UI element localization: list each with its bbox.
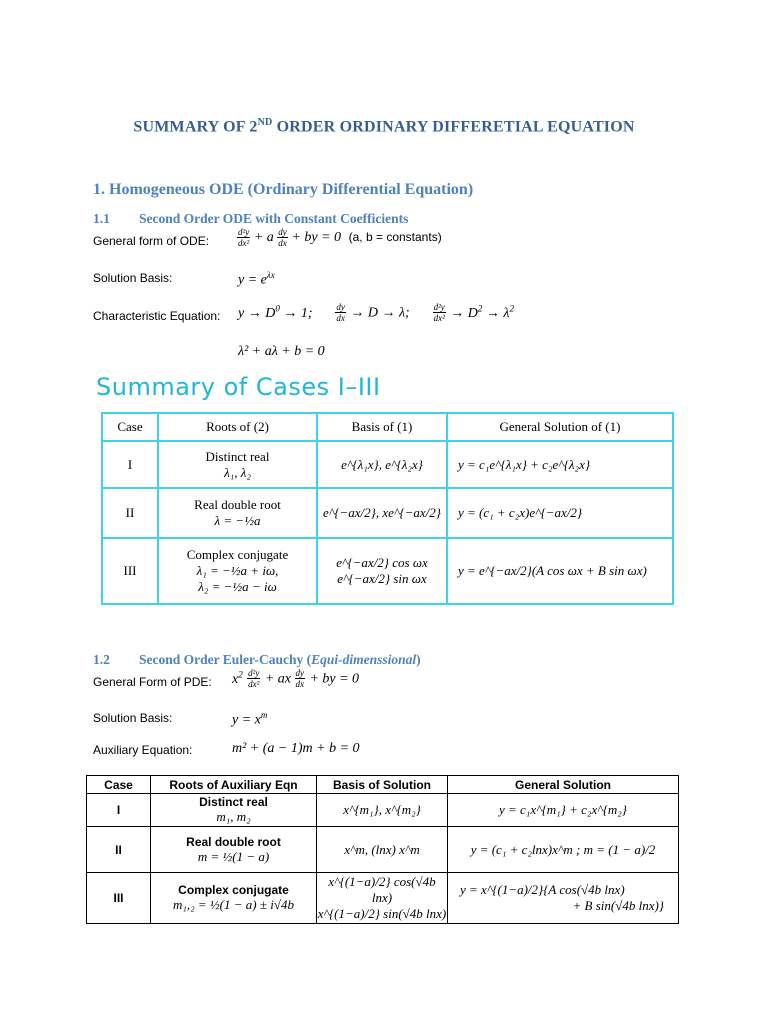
table-row: II Real double root λ = −½a e^{−ax/2}, xe^{−ax/2} y = (c₁ + c₂x)e^{−ax/2} (102, 488, 673, 538)
cases-table-title: Summary of Cases I–III (96, 373, 381, 401)
page-title: SUMMARY OF 2ND ORDER ORDINARY DIFFERETIAL EQUATION (133, 117, 635, 136)
characteristic-equation: $y \to D^0 \to 1$; $\frac{dy}{dx}$ → D → λ; $\frac{\text{d²y}}{\text{dx²}}$ → $D^2 \to \lambda^2$ (238, 302, 514, 323)
table-header: Case (87, 776, 151, 794)
section-heading-1: 1. Homogeneous ODE (Ordinary Differential Equation) (93, 181, 474, 198)
characteristic-polynomial: λ² + aλ + b = 0 (238, 344, 325, 359)
table-header: General Solution of (1) (447, 413, 673, 441)
table-row: III Complex conjugate m₁,₂ = ½(1 − a) ± i√4b x^{(1−a)/2} cos(√4b lnx) x^{(1−a)/2} sin(√4b lnx) y = x^{(1−a)/2}{A cos(√4b lnx) + B sin(√4b lnx)} (87, 873, 679, 924)
table-header: Case (102, 413, 158, 441)
characteristic-equation-label: Characteristic Equation: (93, 309, 221, 323)
general-form-equation: $\frac{\text{d²y}}{\text{dx²}}$ + a $\frac{dy}{dx}$ + by = 0 (a, b = constants) (238, 227, 442, 248)
table-row: I Distinct real λ₁, λ₂ e^{λ₁x}, e^{λ₂x} y = c₁e^{λ₁x} + c₂e^{λ₂x} (102, 441, 673, 488)
euler-solution-basis: $y = x^m$ (232, 710, 268, 728)
auxiliary-equation-label: Auxiliary Equation: (93, 743, 193, 757)
section-heading-1-2: 1.2 Second Order Euler-Cauchy (Equi-dimenssional) (93, 652, 421, 667)
table-row: I Distinct real m₁, m₂ x^{m₁}, x^{m₂} y = c₁x^{m₁} + c₂x^{m₂} (87, 794, 679, 827)
table-header: Basis of Solution (317, 776, 448, 794)
euler-general-form-label: General Form of PDE: (93, 675, 212, 689)
auxiliary-equation: m² + (a − 1)m + b = 0 (232, 741, 360, 756)
general-form-label: General form of ODE: (93, 234, 210, 248)
euler-solution-basis-label: Solution Basis: (93, 711, 173, 725)
table-header: Roots of (2) (158, 413, 317, 441)
table-row: III Complex conjugate λ₁ = −½a + iω, λ₂ = −½a − iω e^{−ax/2} cos ωx e^{−ax/2} sin ωx y = e^{−ax/2}(A cos ωx + B sin ωx) (102, 538, 673, 604)
euler-cases-table (86, 775, 679, 924)
table-header: General Solution (448, 776, 679, 794)
solution-basis-equation: $y = e^{\lambda x}$ (238, 270, 275, 288)
table-row: II Real double root m = ½(1 − a) x^m, (lnx) x^m y = (c₁ + c₂lnx)x^m ; m = (1 − a)/2 (87, 827, 679, 873)
solution-basis-label: Solution Basis: (93, 271, 173, 285)
table-header: Basis of (1) (317, 413, 447, 441)
section-heading-1-1: 1.1 Second Order ODE with Constant Coefficients (93, 211, 409, 226)
euler-general-form-equation: $x^2$ $\frac{\text{d²y}}{\text{dx²}}$ + ax $\frac{dy}{dx}$ + by = 0 (232, 668, 360, 689)
table-header: Roots of Auxiliary Eqn (151, 776, 317, 794)
cases-table (101, 412, 674, 605)
